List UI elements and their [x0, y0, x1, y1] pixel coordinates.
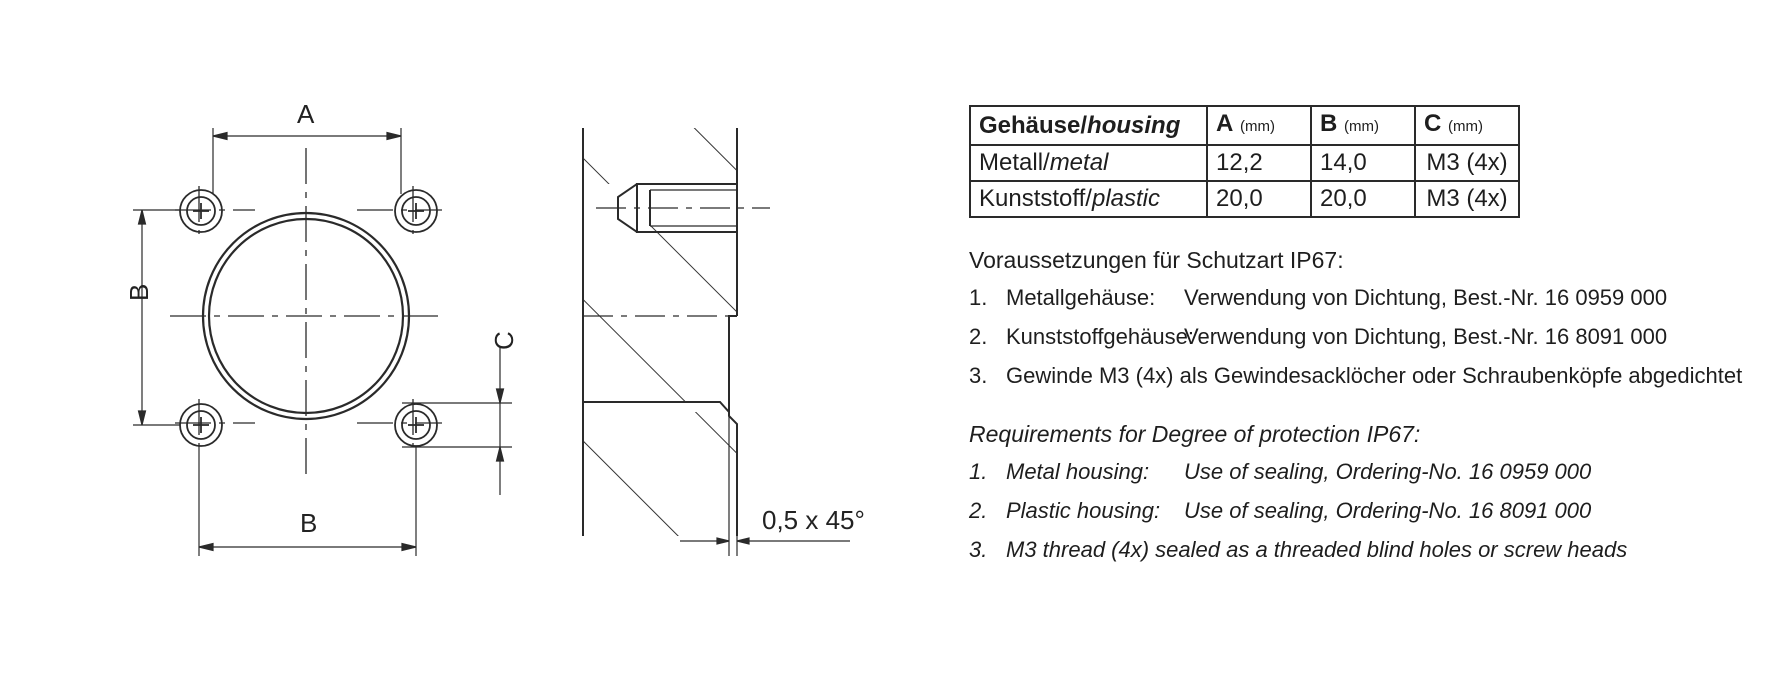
item-number: 3.	[969, 363, 988, 388]
dimension-b-vertical	[133, 210, 180, 425]
dim-label-b-vertical: B	[124, 283, 154, 301]
list-item	[969, 491, 1627, 530]
item-text: Verwendung von Dichtung, Best.-Nr. 16 8091 000	[1184, 324, 1668, 349]
cell-c: M3 (4x)	[1415, 145, 1519, 181]
header-c	[1415, 106, 1519, 145]
dim-label-c: C	[489, 331, 519, 350]
item-number: 2.	[969, 498, 988, 523]
table-row	[970, 145, 1519, 181]
dimension-c	[402, 346, 512, 495]
table-row	[970, 181, 1519, 217]
chamfer-label: 0,5 x 45°	[762, 505, 865, 535]
item-text: Gewinde M3 (4x) als Gewindesacklöcher oder Schraubenköpfe abgedichtet	[1006, 363, 1743, 388]
item-number: 2.	[969, 324, 988, 349]
header-housing	[970, 106, 1207, 145]
header-c-letter: C	[1424, 110, 1442, 137]
dimension-b-horizontal	[199, 446, 416, 556]
side-view	[583, 128, 850, 556]
cell-a: 20,0	[1207, 181, 1311, 217]
mounting-hole-bottom-right	[395, 404, 437, 446]
material-de: Metall/	[979, 149, 1050, 176]
header-b-letter: B	[1320, 110, 1338, 137]
cell-b: 14,0	[1311, 145, 1415, 181]
item-text: Verwendung von Dichtung, Best.-Nr. 16 0959 000	[1184, 285, 1668, 310]
header-a-unit: (mm)	[1240, 118, 1275, 135]
cell-material	[970, 181, 1207, 217]
list-item	[969, 452, 1627, 491]
material-en: metal	[1049, 149, 1109, 176]
requirements-en	[969, 416, 1627, 569]
item-label: Kunststoffgehäuse:	[1006, 324, 1194, 349]
item-label: Metal housing:	[1006, 459, 1150, 484]
item-number: 3.	[969, 537, 988, 562]
item-number: 1.	[969, 459, 988, 484]
dimension-table	[969, 105, 1520, 218]
cell-a: 12,2	[1207, 145, 1311, 181]
header-housing-en: housing	[1087, 111, 1181, 139]
mounting-hole-bottom-left	[180, 404, 222, 446]
mounting-hole-top-left	[180, 190, 222, 232]
item-text: Use of sealing, Ordering-No. 16 8091 000	[1184, 498, 1592, 523]
requirements-en-title: Requirements for Degree of protection IP67:	[969, 421, 1421, 447]
item-text: Use of sealing, Ordering-No. 16 0959 000	[1184, 459, 1592, 484]
list-item	[969, 356, 1742, 395]
requirements-en-list	[969, 452, 1627, 569]
header-housing-de: Gehäuse/	[979, 111, 1088, 139]
material-de: Kunststoff/	[979, 185, 1092, 212]
list-item	[969, 530, 1627, 569]
dim-label-a: A	[297, 99, 315, 129]
item-label: Metallgehäuse:	[1006, 285, 1156, 310]
front-view	[133, 128, 512, 556]
cell-b: 20,0	[1311, 181, 1415, 217]
material-en: plastic	[1091, 185, 1160, 212]
header-c-unit: (mm)	[1448, 118, 1483, 135]
dimension-a	[213, 128, 401, 194]
cell-c: M3 (4x)	[1415, 181, 1519, 217]
requirements-de-title: Voraussetzungen für Schutzart IP67:	[969, 247, 1344, 273]
item-label: Plastic housing:	[1006, 498, 1161, 523]
list-item	[969, 317, 1742, 356]
header-a-letter: A	[1216, 110, 1234, 137]
header-a	[1207, 106, 1311, 145]
item-number: 1.	[969, 285, 988, 310]
requirements-de-list	[969, 278, 1742, 395]
header-b	[1311, 106, 1415, 145]
dim-label-b-horizontal: B	[300, 508, 318, 538]
cell-material	[970, 145, 1207, 181]
table-header-row	[970, 106, 1519, 145]
mounting-hole-top-right	[395, 190, 437, 232]
list-item	[969, 278, 1742, 317]
requirements-de	[969, 242, 1742, 395]
counterbore	[583, 402, 729, 412]
header-b-unit: (mm)	[1344, 118, 1379, 135]
item-text: M3 thread (4x) sealed as a threaded blind holes or screw heads	[1006, 537, 1628, 562]
